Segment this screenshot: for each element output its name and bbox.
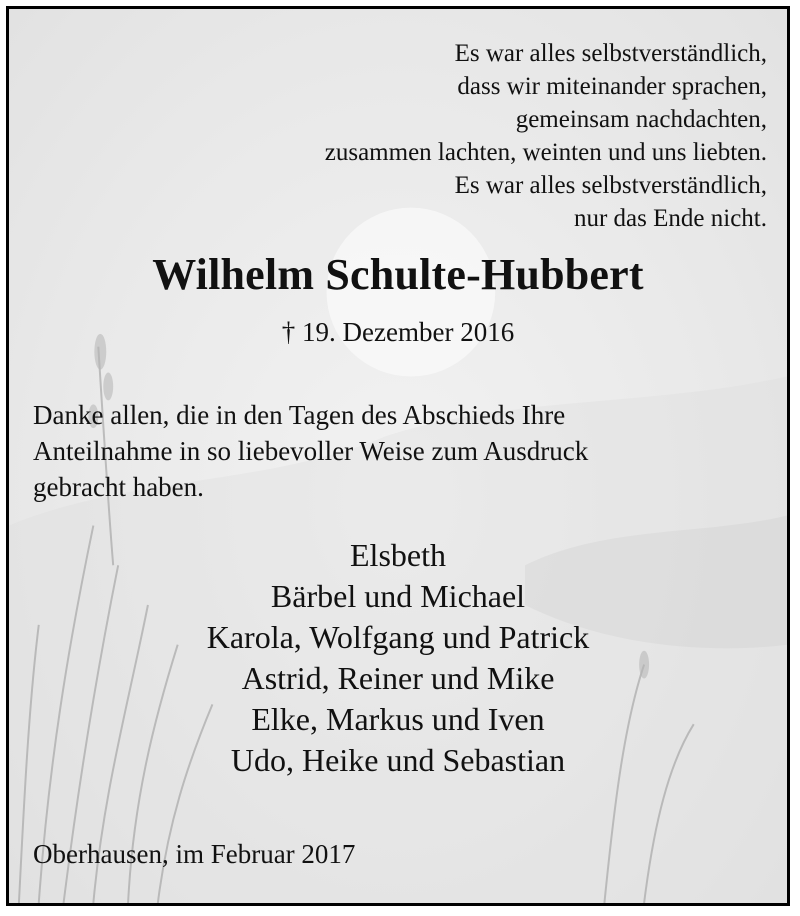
family-line: Udo, Heike und Sebastian (230, 742, 566, 778)
family-line: Bärbel und Michael (270, 578, 526, 614)
family-line: Elsbeth (350, 537, 446, 573)
poem-line: Es war alles selbstverständlich, (454, 40, 767, 67)
place-date: Oberhausen, im Februar 2017 (33, 839, 356, 869)
thanks-line: Danke allen, die in den Tagen des Abschieds Ihre (33, 400, 566, 430)
family-signatures (9, 535, 787, 781)
thanks-line: gebracht haben. (33, 472, 204, 502)
poem-line: dass wir miteinander sprachen, (457, 73, 767, 100)
death-date: † 19. Dezember 2016 (281, 317, 515, 347)
poem (325, 37, 767, 235)
obituary-card (6, 6, 790, 906)
deceased-name: Wilhelm Schulte-Hubbert (152, 250, 644, 299)
thanks-line: Anteilnahme in so liebevoller Weise zum Ausdruck (33, 436, 589, 466)
poem-line: Es war alles selbstverständlich, (454, 172, 767, 199)
family-line: Astrid, Reiner und Mike (241, 660, 555, 696)
poem-line: nur das Ende nicht. (573, 205, 767, 232)
family-line: Karola, Wolfgang und Patrick (206, 619, 590, 655)
thanks-message (33, 397, 733, 505)
poem-line: zusammen lachten, weinten und uns liebten. (324, 139, 767, 166)
poem-line: gemeinsam nachdachten, (515, 106, 767, 133)
family-line: Elke, Markus und Iven (251, 701, 545, 737)
